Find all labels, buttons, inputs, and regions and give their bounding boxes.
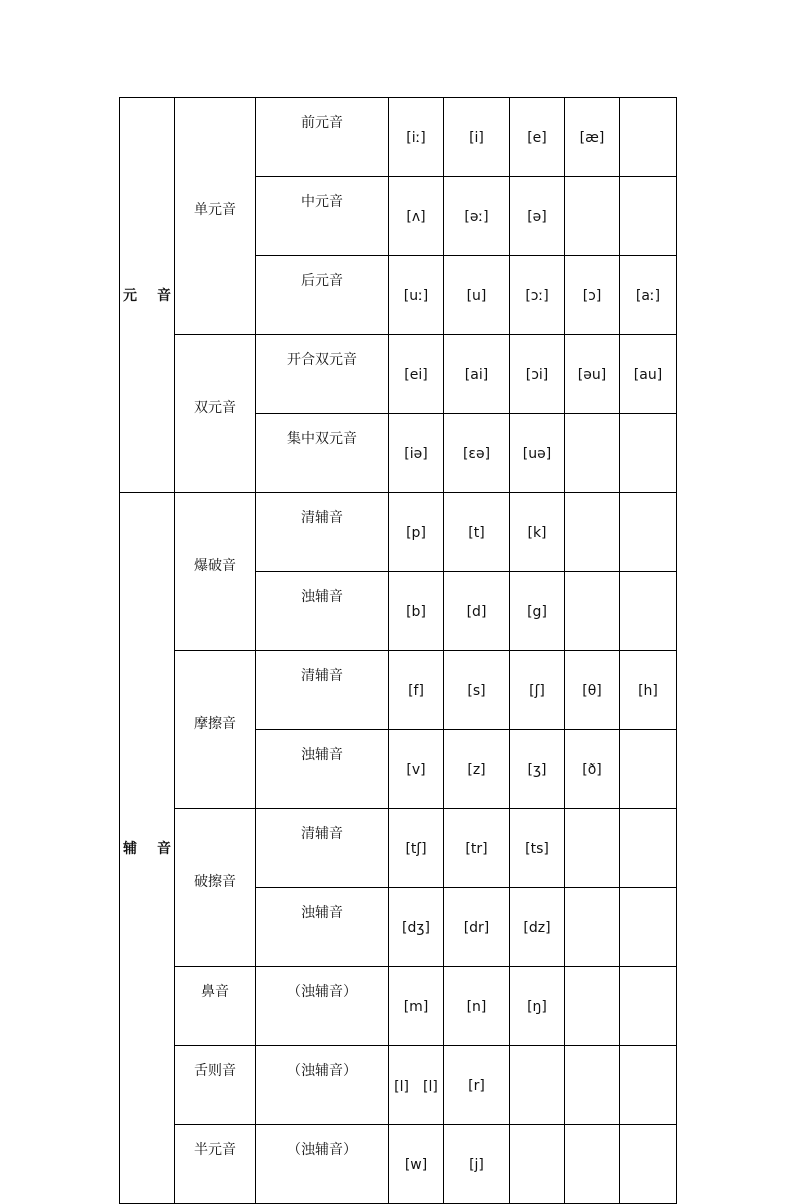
sub-label: 清辅音 <box>256 809 389 888</box>
symbol-cell: [iə] <box>389 414 444 493</box>
group-diphthong: 双元音 <box>175 335 256 493</box>
row-lateral <box>120 1046 677 1125</box>
sub-label: 浊辅音 <box>256 888 389 967</box>
symbol-cell <box>620 572 677 651</box>
symbol-cell: [θ] <box>565 651 620 730</box>
symbol-cell: [v] <box>389 730 444 809</box>
sub-label: 中元音 <box>256 177 389 256</box>
sub-label: 浊辅音 <box>256 730 389 809</box>
sub-label: 清辅音 <box>256 651 389 730</box>
symbol-cell: [ei] <box>389 335 444 414</box>
symbol-cell: [t] <box>444 493 510 572</box>
symbol-cell: [dz] <box>510 888 565 967</box>
symbol-cell: [ɔ] <box>565 256 620 335</box>
symbol-cell <box>620 967 677 1046</box>
row-nasal <box>120 967 677 1046</box>
symbol-cell <box>510 1125 565 1204</box>
category-vowels: 元 音 <box>120 98 175 493</box>
symbol-cell: [æ] <box>565 98 620 177</box>
symbol-cell: [d] <box>444 572 510 651</box>
symbol-cell: [ə] <box>510 177 565 256</box>
symbol-cell: [ð] <box>565 730 620 809</box>
symbol-cell: [p] <box>389 493 444 572</box>
symbol-cell <box>620 177 677 256</box>
sub-label: （浊辅音） <box>256 1046 389 1125</box>
group-fricative: 摩擦音 <box>175 651 256 809</box>
symbol-cell: [uː] <box>389 256 444 335</box>
sub-label: （浊辅音） <box>256 1125 389 1204</box>
symbol-cell <box>565 967 620 1046</box>
sub-label: 集中双元音 <box>256 414 389 493</box>
symbol-cell: [ai] <box>444 335 510 414</box>
symbol-cell <box>565 809 620 888</box>
sub-label: 浊辅音 <box>256 572 389 651</box>
symbol-cell: [au] <box>620 335 677 414</box>
symbol-cell <box>565 1046 620 1125</box>
symbol-cell: [h] <box>620 651 677 730</box>
symbol-cell: [aː] <box>620 256 677 335</box>
row-fricative-voiceless <box>120 651 677 730</box>
sub-label: 后元音 <box>256 256 389 335</box>
symbol-cell: [j] <box>444 1125 510 1204</box>
sub-label: 清辅音 <box>256 493 389 572</box>
symbol-cell: [dr] <box>444 888 510 967</box>
symbol-cell: [i] <box>444 98 510 177</box>
symbol-cell: [əː] <box>444 177 510 256</box>
symbol-cell: [ʌ] <box>389 177 444 256</box>
symbol-cell: [b] <box>389 572 444 651</box>
group-monophthong: 单元音 <box>175 98 256 335</box>
sub-label: （浊辅音） <box>256 967 389 1046</box>
symbol-cell <box>620 809 677 888</box>
group-plosive: 爆破音 <box>175 493 256 651</box>
symbol-cell <box>565 177 620 256</box>
sub-label: 前元音 <box>256 98 389 177</box>
symbol-cell <box>510 1046 565 1125</box>
symbol-cell: [e] <box>510 98 565 177</box>
symbol-cell <box>565 888 620 967</box>
symbol-cell: [z] <box>444 730 510 809</box>
symbol-cell <box>620 493 677 572</box>
category-consonants: 辅 音 <box>120 493 175 1204</box>
row-affricate-voiceless <box>120 809 677 888</box>
row-closing-diphthong <box>120 335 677 414</box>
group-semivowel: 半元音 <box>175 1125 256 1204</box>
symbol-cell: [u] <box>444 256 510 335</box>
row-plosive-voiceless <box>120 493 677 572</box>
symbol-cell <box>620 730 677 809</box>
symbol-cell <box>565 1125 620 1204</box>
symbol-cell: [l] [l] <box>389 1046 444 1125</box>
symbol-cell: [ts] <box>510 809 565 888</box>
symbol-cell <box>565 572 620 651</box>
row-semivowel <box>120 1125 677 1204</box>
row-front-vowel <box>120 98 677 177</box>
symbol-cell: [g] <box>510 572 565 651</box>
symbol-cell: [tʃ] <box>389 809 444 888</box>
symbol-cell: [s] <box>444 651 510 730</box>
phonetic-symbol-table <box>119 97 677 1204</box>
symbol-cell: [ʒ] <box>510 730 565 809</box>
symbol-cell <box>620 1046 677 1125</box>
symbol-cell <box>620 414 677 493</box>
symbol-cell: [m] <box>389 967 444 1046</box>
symbol-cell <box>565 493 620 572</box>
symbol-cell: [εə] <box>444 414 510 493</box>
symbol-cell: [əu] <box>565 335 620 414</box>
symbol-cell <box>565 414 620 493</box>
symbol-cell: [n] <box>444 967 510 1046</box>
symbol-cell: [ŋ] <box>510 967 565 1046</box>
symbol-cell: [uə] <box>510 414 565 493</box>
symbol-cell <box>620 888 677 967</box>
symbol-cell: [ɔi] <box>510 335 565 414</box>
symbol-cell: [k] <box>510 493 565 572</box>
symbol-cell: [ɔː] <box>510 256 565 335</box>
group-affricate: 破擦音 <box>175 809 256 967</box>
symbol-cell: [iː] <box>389 98 444 177</box>
symbol-cell <box>620 1125 677 1204</box>
symbol-cell: [tr] <box>444 809 510 888</box>
symbol-cell: [w] <box>389 1125 444 1204</box>
symbol-cell <box>620 98 677 177</box>
symbol-cell: [f] <box>389 651 444 730</box>
group-nasal: 鼻音 <box>175 967 256 1046</box>
group-lateral: 舌则音 <box>175 1046 256 1125</box>
symbol-cell: [ʃ] <box>510 651 565 730</box>
symbol-cell: [dʒ] <box>389 888 444 967</box>
symbol-cell: [r] <box>444 1046 510 1125</box>
sub-label: 开合双元音 <box>256 335 389 414</box>
